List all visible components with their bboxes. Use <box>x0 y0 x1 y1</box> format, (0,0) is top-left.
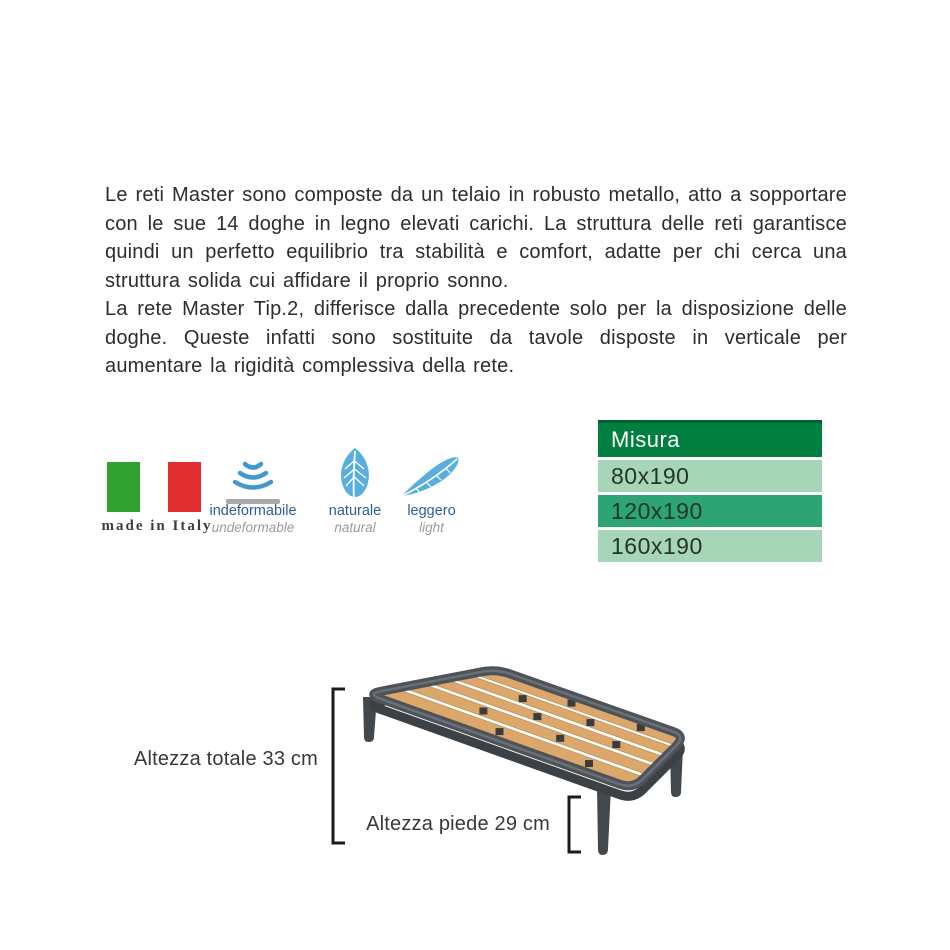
feature-label-naturale: naturale <box>328 503 382 519</box>
sizes-table-header-label: Misura <box>611 427 681 452</box>
feature-sublabel-natural: natural <box>334 520 376 535</box>
leaf-icon <box>333 445 377 505</box>
size-value: 120x190 <box>611 498 703 524</box>
italy-flag-red-stripe <box>168 462 201 512</box>
table-row <box>598 530 822 562</box>
size-value: 160x190 <box>611 533 703 559</box>
sizes-table <box>598 420 822 562</box>
product-description <box>105 181 847 381</box>
table-row <box>598 460 822 492</box>
made-in-italy-label: made in Italy <box>101 518 213 534</box>
description-paragraph-2: La rete Master Tip.2, differisce dalla precedente solo per la disposizione delle doghe. Queste infatti sono sostituite da tavole disposte in verticale per aumentare la rigidità complessiva della rete. <box>105 298 847 377</box>
pressure-arcs-icon <box>222 447 284 507</box>
sizes-table-header <box>598 420 822 457</box>
bed-base-illustration <box>330 640 800 880</box>
feature-sublabel-undeformable: undeformable <box>211 520 295 535</box>
size-value: 80x190 <box>611 463 690 489</box>
feather-icon <box>396 450 466 504</box>
italy-flag-green-stripe <box>107 462 140 512</box>
description-paragraph-1: Le reti Master sono composte da un telaio in robusto metallo, atto a sopportare con le sue 14 doghe in legno elevati carichi. La struttura delle reti garantisce quindi un perfetto equilibrio tra stabilità e comfort, adatte per chi cerca una struttura solida cui affidare il proprio sonno. <box>105 184 847 292</box>
feature-label-leggero: leggero <box>407 503 456 519</box>
feature-sublabel-light: light <box>419 520 444 535</box>
total-height-label: Altezza totale 33 cm <box>133 748 318 770</box>
feature-label-indeformabile: indeformabile <box>209 503 297 519</box>
table-row <box>598 495 822 527</box>
foot-height-label: Altezza piede 29 cm <box>366 813 550 835</box>
foot-height-bracket <box>569 797 581 852</box>
